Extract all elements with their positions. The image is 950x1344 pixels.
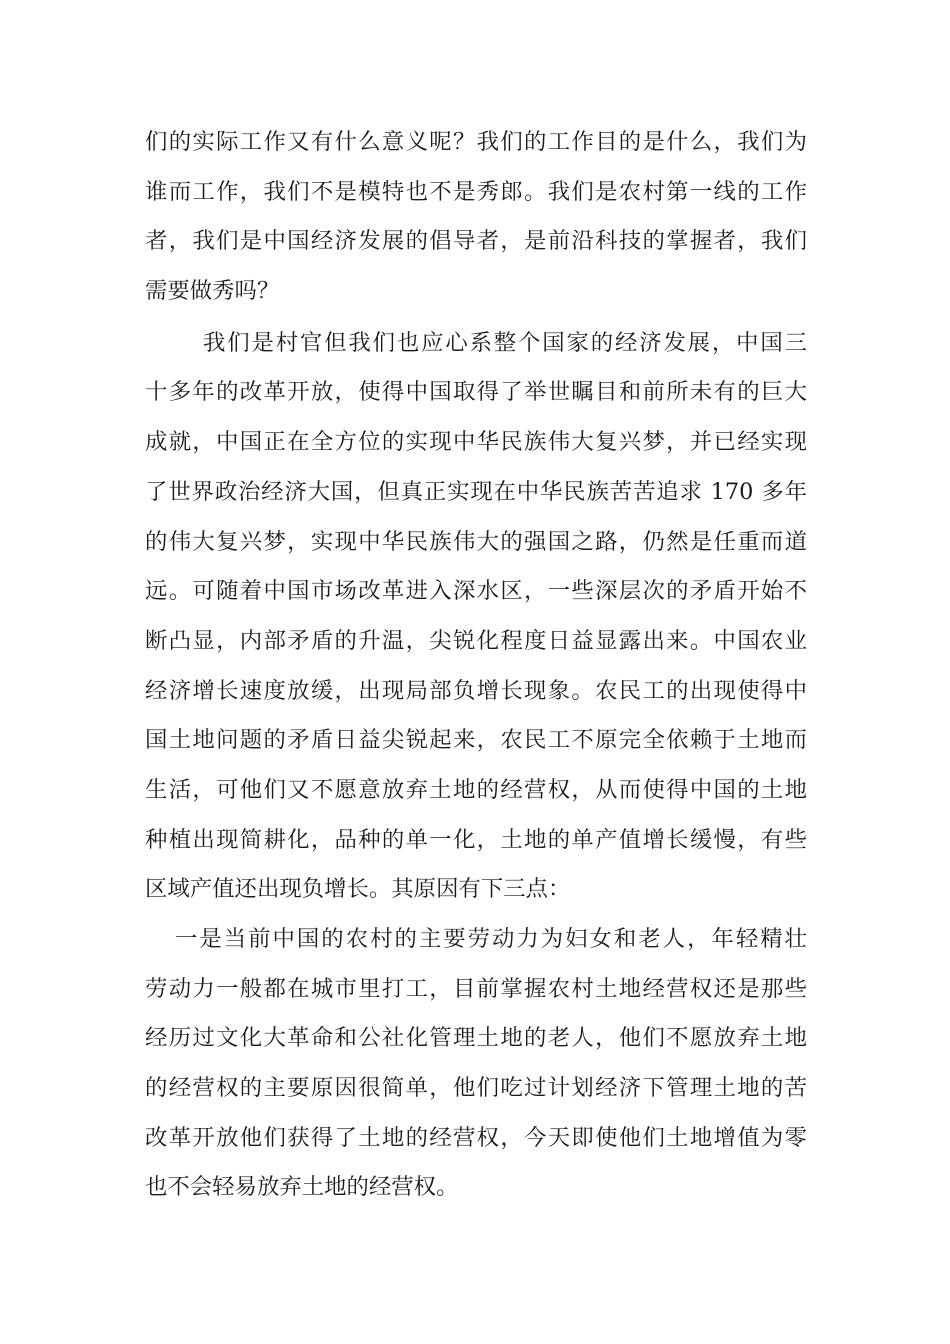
text-line: 的经营权的主要原因很简单，他们吃过计划经济下管理土地的苦 — [145, 1075, 807, 1102]
text-line: 生活，可他们又不愿意放弃土地的经营权，从而使得中国的土地 — [145, 776, 807, 803]
text-line: 改革开放他们获得了土地的经营权，今天即使他们土地增值为零 — [145, 1124, 807, 1151]
text-line: 成就，中国正在全方位的实现中华民族伟大复兴梦，并已经实现 — [145, 429, 807, 456]
text-line: 需要做秀吗？ — [145, 278, 280, 305]
text-line: 远。可随着中国市场改革进入深水区，一些深层次的矛盾开始不 — [145, 578, 807, 605]
document-page — [145, 124, 807, 1219]
text-line: 区域产值还出现负增长。其原因有下三点： — [145, 876, 571, 903]
paragraph-3 — [145, 921, 807, 1219]
text-line: 十多年的改革开放，使得中国取得了举世瞩目和前所未有的巨大 — [145, 379, 807, 406]
text-line: 劳动力一般都在城市里打工，目前掌握农村土地经营权还是那些 — [145, 975, 807, 1002]
text-line: 种植出现简耕化，品种的单一化，土地的单产值增长缓慢，有些 — [145, 826, 807, 853]
text-line: 断凸显，内部矛盾的升温，尖锐化程度日益显露出来。中国农业 — [145, 627, 807, 654]
text-line: 们的实际工作又有什么意义呢？我们的工作目的是什么，我们为 — [145, 129, 807, 155]
text-line: 国土地问题的矛盾日益尖锐起来，农民工不原完全依赖于土地而 — [145, 727, 807, 754]
text-line: 谁而工作，我们不是模特也不是秀郎。我们是农村第一线的工作 — [145, 178, 807, 205]
text-line: 者，我们是中国经济发展的倡导者，是前沿科技的掌握者，我们 — [145, 228, 807, 255]
text-line: 的伟大复兴梦，实现中华民族伟大的强国之路，仍然是任重而道 — [145, 528, 807, 555]
text-line: 经历过文化大革命和公社化管理土地的老人，他们不愿放弃土地 — [145, 1025, 807, 1052]
text-line: 一是当前中国的农村的主要劳动力为妇女和老人，年轻精壮 — [175, 926, 807, 952]
text-line: 也不会轻易放弃土地的经营权。 — [145, 1174, 459, 1201]
text-line: 经济增长速度放缓，出现局部负增长现象。农民工的出现使得中 — [145, 677, 807, 704]
paragraph-2 — [145, 325, 807, 921]
text-line: 了世界政治经济大国，但真正实现在中华民族苦苦追求 170 多年 — [145, 478, 807, 505]
text-line: 我们是村官但我们也应心系整个国家的经济发展，中国三 — [203, 329, 807, 356]
paragraph-1 — [145, 124, 807, 323]
